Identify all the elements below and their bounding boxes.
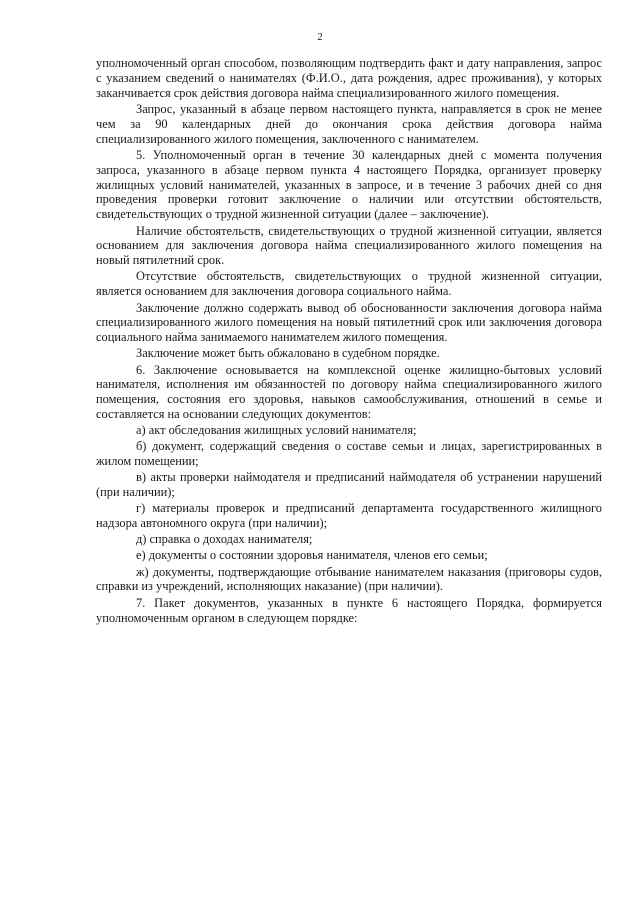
list-item-g: г) материалы проверок и предписаний департамента государственного жилищного надзора автономного округа (при наличии); (96, 501, 602, 531)
list-item-b: б) документ, содержащий сведения о составе семьи и лицах, зарегистрированных в жилом помещении; (96, 439, 602, 469)
paragraph-item-5: 5. Уполномоченный орган в течение 30 календарных дней с момента получения запроса, указанного в абзаце первом пункта 4 настоящего Порядка, организует проверку жилищных условий нанимателей, указанных в запросе, и в течение 3 рабочих дней со дня проведения проверки готовит заключение о наличии или отсутствии обстоятельств, свидетельствующих о трудной жизненной ситуации (далее – заключение). (96, 147, 602, 222)
list-item-e: е) документы о состоянии здоровья нанимателя, членов его семьи; (136, 548, 488, 563)
list-item-a: а) акт обследования жилищных условий нанимателя; (136, 423, 417, 438)
list-item-d: д) справка о доходах нанимателя; (136, 532, 313, 547)
paragraph-request-continuation: уполномоченный орган способом, позволяющим подтвердить факт и дату направления, запрос с указанием сведений о нанимателях (Ф.И.О., дата рождения, адрес проживания), у которых заканчивается срок действия договора найма специализированного жилого помещения. (96, 56, 602, 100)
list-item-v: в) акты проверки наймодателя и предписаний наймодателя об устранении нарушений (при наличии); (96, 470, 602, 500)
paragraph-item-7: 7. Пакет документов, указанных в пункте 6 настоящего Порядка, формируется уполномоченным органом в следующем порядке: (96, 595, 602, 625)
paragraph-request-deadline: Запрос, указанный в абзаце первом настоящего пункта, направляется в срок не менее чем за 90 календарных дней до окончания срока действия договора найма специализированного жилого помещения, заключенного с нанимателем. (96, 101, 602, 146)
paragraph-circumstances-present: Наличие обстоятельств, свидетельствующих о трудной жизненной ситуации, является основанием для заключения договора найма специализированного жилого помещения на новый пятилетний срок. (96, 223, 602, 268)
list-item-zh: ж) документы, подтверждающие отбывание нанимателем наказания (приговоры судов, справки из учреждений, исполняющих наказание) (при наличии). (96, 564, 602, 594)
document-body (96, 56, 602, 627)
paragraph-item-6: 6. Заключение основывается на комплексной оценке жилищно-бытовых условий нанимателя, исполнения им обязанностей по договору найма специализированного жилого помещения, состояния его здоровья, навыков самообслуживания, отношений в семье и составляется на основании следующих документов: (96, 362, 602, 422)
page-number: 2 (317, 31, 323, 43)
paragraph-circumstances-absent: Отсутствие обстоятельств, свидетельствующих о трудной жизненной ситуации, является основанием для заключения договора социального найма. (96, 269, 602, 299)
paragraph-conclusion-appeal: Заключение может быть обжаловано в судебном порядке. (136, 346, 440, 361)
paragraph-conclusion-content: Заключение должно содержать вывод об обоснованности заключения договора найма специализированного жилого помещения на новый пятилетний срок или заключения договора социального найма занимаемого нанимателем жилого помещения. (96, 300, 602, 345)
